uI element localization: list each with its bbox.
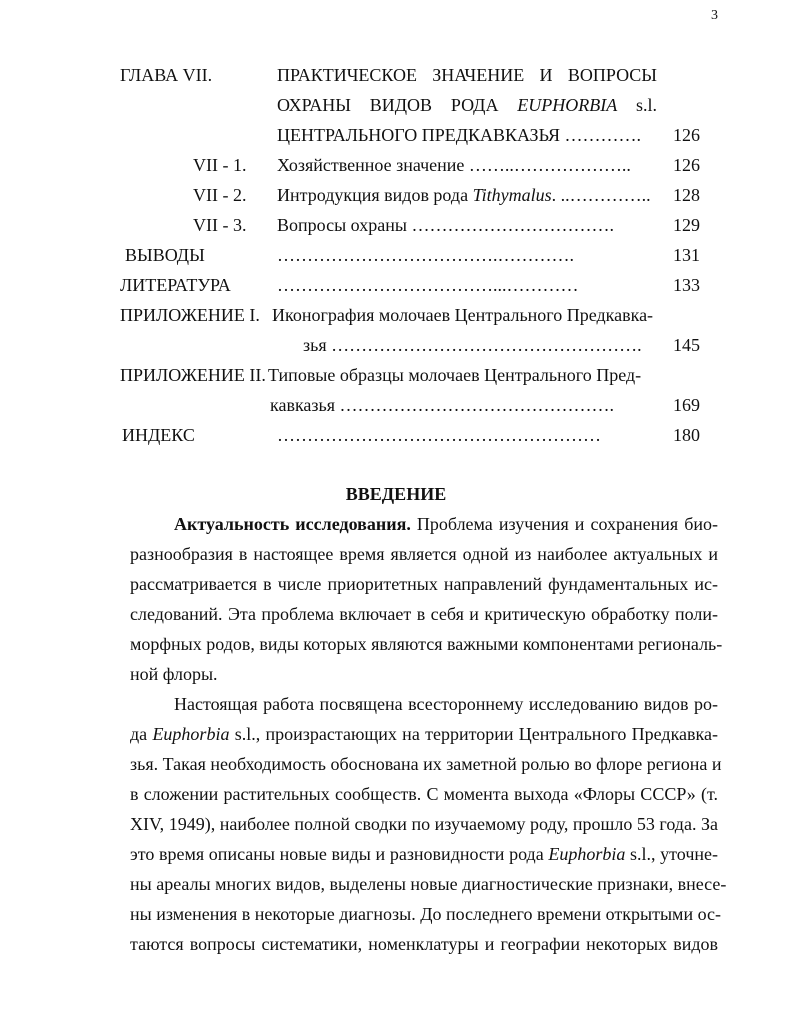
genus-name: Euphorbia	[152, 724, 230, 744]
toc-dots: ……………………………….………….	[277, 245, 574, 265]
text-part: s.l., произрастающих на территории Центрального Предкавка-	[229, 724, 718, 744]
text-line: разнообразия в настоящее время является одной из наиболее актуальных и	[130, 544, 718, 564]
toc-text-part: ОХРАНЫ ВИДОВ РОДА	[277, 95, 518, 115]
text-line: ны ареалы многих видов, выделены новые диагностические признаки, внесе-	[130, 874, 727, 894]
text-part: это время описаны новые виды и разновидности рода	[130, 844, 549, 864]
toc-text: ЦЕНТРАЛЬНОГО ПРЕДКАВКАЗЬЯ ………….	[277, 125, 641, 145]
toc-text: Хозяйственное значение ……..………………..	[277, 155, 631, 175]
toc-text: Вопросы охраны …………………………….	[277, 215, 614, 235]
genus-name: Tithymalus	[472, 185, 552, 205]
toc-text: зья …………………………………………….	[303, 335, 642, 355]
toc-page: 129	[673, 215, 700, 235]
toc-page: 126	[673, 155, 700, 175]
toc-text: ПРАКТИЧЕСКОЕ ЗНАЧЕНИЕ И ВОПРОСЫ	[277, 65, 657, 85]
toc-text-part: Интродукция видов рода	[277, 185, 473, 205]
toc-text: Иконография молочаев Центрального Предкавка-	[272, 305, 654, 325]
toc-label: ЛИТЕРАТУРА	[120, 275, 231, 295]
toc-page: 133	[673, 275, 700, 295]
text-line: следований. Эта проблема включает в себя и критическую обработку поли-	[130, 604, 718, 624]
toc-label: ВЫВОДЫ	[125, 245, 205, 265]
text-line: морфных родов, виды которых являются важными компонентами региональ-	[130, 634, 723, 654]
toc-dots: ………………………………………………	[277, 425, 601, 445]
genus-name: EUPHORBIA	[517, 95, 618, 115]
toc-label: VII - 3.	[193, 215, 247, 235]
toc-text-part: s.l.	[617, 95, 657, 115]
text-part: s.l., уточне-	[625, 844, 718, 864]
text-line: зья. Такая необходимость обоснована их заметной ролью во флоре региона и	[130, 754, 722, 774]
toc-dots: ………………………………...…………	[277, 275, 579, 295]
toc-page: 169	[673, 395, 700, 415]
lead-in: Актуальность исследования.	[174, 514, 411, 534]
text-line	[130, 843, 718, 865]
text-line: рассматривается в числе приоритетных направлений фундаментальных ис-	[130, 574, 718, 594]
text-line: ной флоры.	[130, 664, 218, 684]
toc-text: Типовые образцы молочаев Центрального Пред-	[268, 365, 642, 385]
toc-page: 180	[673, 425, 700, 445]
page-number: 3	[711, 8, 718, 23]
toc-label: ПРИЛОЖЕНИЕ I.	[120, 305, 260, 325]
toc-text	[277, 94, 657, 116]
text-part: Проблема изучения и сохранения био-	[410, 514, 718, 534]
toc-page: 126	[673, 125, 700, 145]
toc-text: кавказья ……………………………………….	[270, 395, 615, 415]
text-line: XIV, 1949), наиболее полной сводки по изучаемому роду, прошло 53 года. За	[130, 814, 718, 834]
toc-label: ИНДЕКС	[122, 425, 195, 445]
genus-name: Euphorbia	[548, 844, 626, 864]
text-line: таются вопросы систематики, номенклатуры и географии некоторых видов	[130, 934, 718, 954]
toc-label: ПРИЛОЖЕНИЕ II.	[120, 365, 266, 385]
toc-text-part: . ..…………..	[551, 185, 651, 205]
toc-page: 131	[673, 245, 700, 265]
text-part: да	[130, 724, 153, 744]
toc-page: 128	[673, 185, 700, 205]
text-line	[130, 723, 718, 745]
toc-label: VII - 2.	[193, 185, 247, 205]
text-line: Настоящая работа посвящена всестороннему исследованию видов ро-	[174, 694, 718, 714]
toc-label: ГЛАВА VII.	[120, 65, 213, 85]
toc-text	[277, 184, 651, 206]
toc-label: VII - 1.	[193, 155, 247, 175]
text-line: в сложении растительных сообществ. С момента выхода «Флоры СССР» (т.	[130, 784, 718, 804]
toc-page: 145	[673, 335, 700, 355]
section-title: ВВЕДЕНИЕ	[345, 484, 447, 504]
text-line: ны изменения в некоторые диагнозы. До последнего времени открытыми ос-	[130, 904, 722, 924]
text-line	[130, 513, 718, 535]
